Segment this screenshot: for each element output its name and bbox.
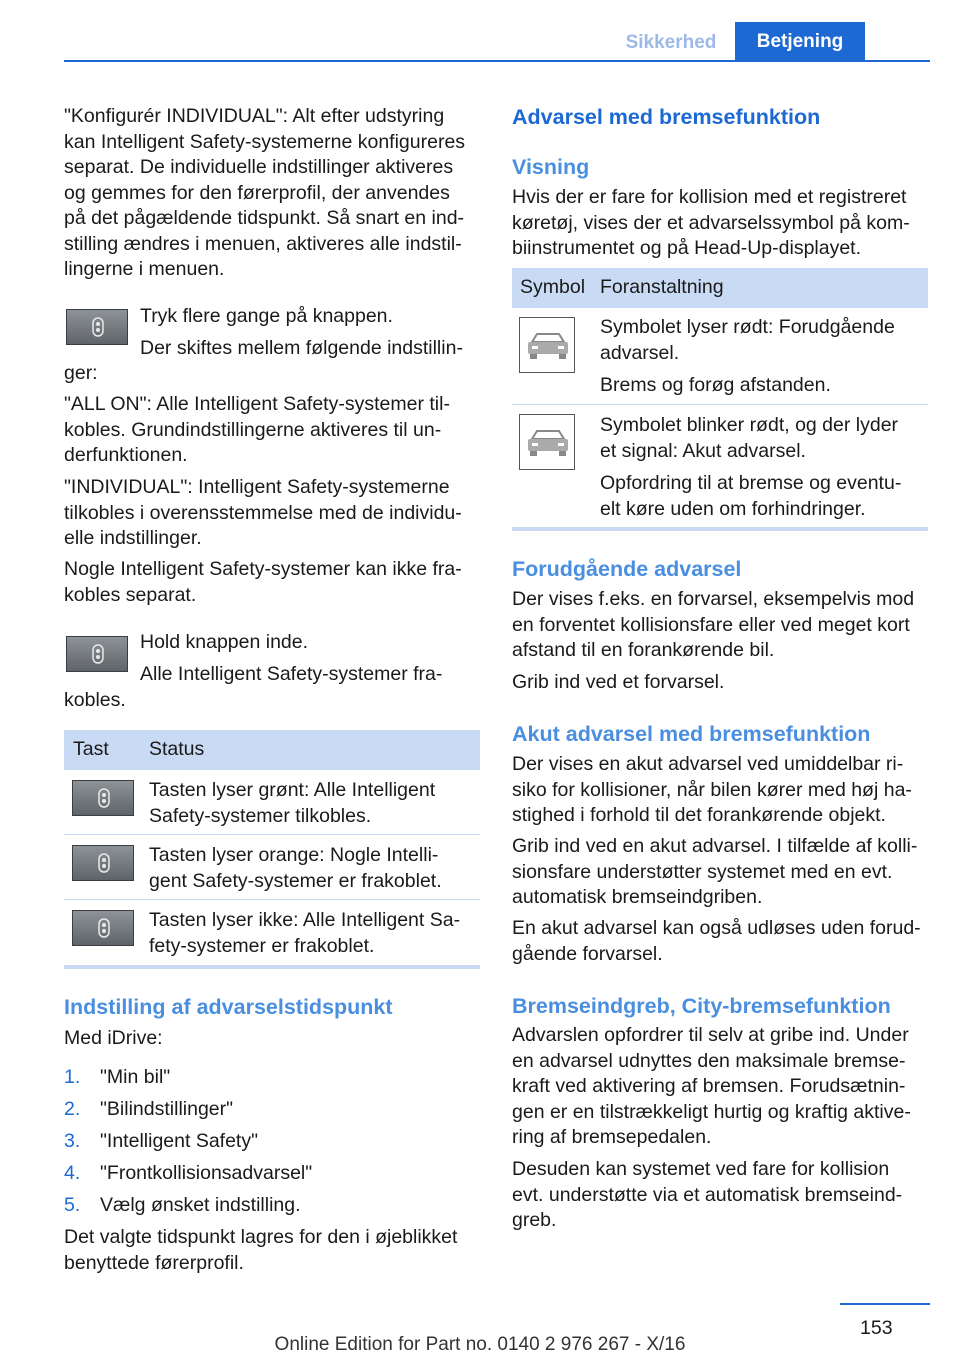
tab-betjening[interactable]: Betjening bbox=[735, 22, 865, 62]
step-text: "Frontkollisionsadvarsel" bbox=[100, 1162, 313, 1184]
text-line: "ALL ON": Alle Intelligent Safety-systemer til- bbox=[64, 393, 450, 415]
text-line: elle indstillinger. bbox=[64, 527, 202, 549]
akut-extra-paragraph bbox=[512, 916, 921, 967]
table-row bbox=[149, 778, 435, 829]
footer-rule bbox=[840, 1303, 930, 1305]
text-line: sionsfare understøtter systemet med en evt. bbox=[512, 860, 893, 883]
page-number: 153 bbox=[860, 1317, 893, 1339]
table-row bbox=[600, 413, 901, 522]
table-row bbox=[600, 315, 895, 399]
section-heading-warning-time: Indstilling af advarselstidspunkt bbox=[64, 995, 393, 1019]
text-line: "INDIVIDUAL": Intelligent Safety-systemerne bbox=[64, 476, 450, 498]
text-line: Hvis der er fare for kollision med et registreret bbox=[512, 186, 907, 208]
text-line: kobles. Grundindstillingerne aktiveres til un- bbox=[64, 418, 442, 441]
safety-button-icon bbox=[66, 309, 128, 345]
intro-line: separat. De individuelle indstillinger aktiveres bbox=[64, 156, 454, 178]
cell-line: advarsel. bbox=[600, 341, 680, 364]
text-line: stighed i forhold til det forankørende objekt. bbox=[512, 804, 886, 826]
closing-paragraph bbox=[64, 1225, 457, 1276]
text-line: gående forvarsel. bbox=[512, 942, 663, 965]
press-repeat-text: Tryk flere gange på knappen. bbox=[140, 305, 393, 327]
step-number: 4. bbox=[64, 1162, 81, 1184]
visning-paragraph bbox=[512, 185, 910, 262]
row-divider bbox=[64, 899, 480, 900]
cell-line: Brems og forøg afstanden. bbox=[600, 374, 831, 396]
safety-button-icon bbox=[66, 636, 128, 672]
cell-line: Tasten lyser orange: Nogle Intelli- bbox=[149, 844, 439, 866]
text-line: En akut advarsel kan også udløses uden forud- bbox=[512, 917, 921, 939]
step-number: 5. bbox=[64, 1194, 81, 1216]
car-warning-icon bbox=[519, 317, 575, 373]
text-line: afstand til en forankørende bil. bbox=[512, 639, 775, 661]
subheading-akut: Akut advarsel med bremsefunktion bbox=[512, 722, 871, 746]
col-header-symbol: Symbol bbox=[520, 276, 586, 298]
table-end-rule bbox=[512, 527, 928, 531]
step-number: 2. bbox=[64, 1098, 81, 1120]
table-row bbox=[149, 843, 442, 894]
switch-text: Der skiftes mellem følgende indstillin- bbox=[140, 337, 463, 359]
step-text: "Bilindstillinger" bbox=[100, 1098, 234, 1120]
cell-line: Opfordring til at bremse og eventu- bbox=[600, 472, 902, 494]
intro-line: kan Intelligent Safety-systemerne konfigureres bbox=[64, 130, 466, 153]
brems-paragraph bbox=[512, 1023, 911, 1151]
text-line: kobles separat. bbox=[64, 583, 197, 606]
text-line: evt. understøtte via et automatisk bremseind- bbox=[512, 1183, 903, 1206]
cell-line: gent Safety-systemer er frakoblet. bbox=[149, 869, 442, 892]
cell-line: Tasten lyser grønt: Alle Intelligent bbox=[149, 779, 436, 801]
intro-line: "Konfigurér INDIVIDUAL": Alt efter udstyring bbox=[64, 105, 445, 127]
step-number: 3. bbox=[64, 1130, 81, 1152]
text-line: Der vises f.eks. en forvarsel, eksempelvis mod bbox=[512, 588, 915, 610]
col-header-foranstaltning: Foranstaltning bbox=[600, 276, 724, 298]
status-table-header bbox=[64, 730, 480, 770]
cell-line: Symbolet lyser rødt: Forudgående bbox=[600, 316, 895, 338]
intro-paragraph bbox=[64, 104, 484, 283]
text-line: Det valgte tidspunkt lagres for den i øjeblikket bbox=[64, 1226, 458, 1248]
col-header-status: Status bbox=[149, 738, 205, 760]
row-divider bbox=[512, 404, 928, 405]
switch-text-cont: ger: bbox=[64, 362, 98, 384]
tab-sikkerhed[interactable]: Sikkerhed bbox=[625, 32, 717, 53]
cell-line: fety-systemer er frakoblet. bbox=[149, 934, 375, 957]
text-line: kraft ved aktivering af bremsen. Forudsætnin- bbox=[512, 1075, 906, 1097]
step-text: "Intelligent Safety" bbox=[100, 1130, 259, 1152]
text-line: Grib ind ved en akut advarsel. I tilfælde af kolli- bbox=[512, 835, 918, 857]
text-line: gen er en tilstrækkeligt hurtig og kraftig aktive- bbox=[512, 1100, 911, 1123]
footer-edition: Online Edition for Part no. 0140 2 976 267 - X/16 bbox=[274, 1334, 686, 1355]
table-end-rule bbox=[64, 965, 480, 969]
button-off-icon bbox=[72, 910, 134, 946]
text-line: derfunktionen. bbox=[64, 444, 188, 466]
cell-line: Tasten lyser ikke: Alle Intelligent Sa- bbox=[149, 909, 461, 931]
subheading-forudgaaende: Forudgående advarsel bbox=[512, 557, 742, 581]
all-on-paragraph bbox=[64, 392, 450, 469]
akut-paragraph bbox=[512, 752, 912, 829]
header-rule bbox=[64, 60, 930, 62]
table-row bbox=[149, 908, 460, 959]
intro-line: på det pågældende tidspunkt. Så snart en ind- bbox=[64, 207, 465, 229]
text-line: ring af bremsepedalen. bbox=[512, 1126, 712, 1148]
col-header-tast: Tast bbox=[73, 738, 109, 760]
section-heading-brake-warning: Advarsel med bremsefunktion bbox=[512, 105, 821, 129]
text-line: Advarslen opfordrer til selv at gribe ind. Under bbox=[512, 1024, 909, 1046]
individual-paragraph bbox=[64, 475, 462, 552]
cell-line: Symbolet blinker rødt, og der lyder bbox=[600, 414, 899, 436]
hold-text: Hold knappen inde. bbox=[140, 631, 309, 653]
brems-extra-paragraph bbox=[512, 1157, 902, 1234]
text-line: biinstrumentet og på Head-Up-displayet. bbox=[512, 237, 862, 259]
forud-grib: Grib ind ved et forvarsel. bbox=[512, 671, 725, 693]
text-line: en forventet kollisionsfare eller ved meget kort bbox=[512, 613, 910, 636]
text-line: Nogle Intelligent Safety-systemer kan ikke fra- bbox=[64, 558, 462, 580]
forud-paragraph bbox=[512, 587, 914, 664]
step-number: 1. bbox=[64, 1066, 81, 1088]
step-text: Vælg ønsket indstilling. bbox=[100, 1194, 301, 1216]
all-off-text-cont: kobles. bbox=[64, 689, 126, 711]
car-warning-icon bbox=[519, 414, 575, 470]
text-line: siko for kollisioner, når bilen kører med høj ha- bbox=[512, 778, 912, 801]
cell-line: elt køre uden om forhindringer. bbox=[600, 497, 866, 520]
text-line: en advarsel udnyttes den maksimale bremse- bbox=[512, 1049, 906, 1072]
text-line: Der vises en akut advarsel ved umiddelbar ri- bbox=[512, 753, 904, 775]
idrive-label: Med iDrive: bbox=[64, 1027, 163, 1049]
button-green-icon bbox=[72, 780, 134, 816]
symbol-table-header bbox=[512, 268, 928, 308]
text-line: tilkobles i overensstemmelse med de individu- bbox=[64, 501, 462, 524]
button-orange-icon bbox=[72, 845, 134, 881]
subheading-visning: Visning bbox=[512, 155, 590, 179]
text-line: Desuden kan systemet ved fare for kollision bbox=[512, 1158, 890, 1180]
step-text: "Min bil" bbox=[100, 1066, 171, 1088]
intro-line: lingerne i menuen. bbox=[64, 258, 225, 280]
row-divider bbox=[64, 834, 480, 835]
akut-grib-paragraph bbox=[512, 834, 917, 911]
all-off-text: Alle Intelligent Safety-systemer fra- bbox=[140, 663, 443, 685]
text-line: greb. bbox=[512, 1209, 557, 1231]
text-line: køretøj, vises der et advarselssymbol på kom- bbox=[512, 211, 910, 234]
text-line: benyttede førerprofil. bbox=[64, 1251, 244, 1274]
intro-line: og gemmes for den førerprofil, der anvendes bbox=[64, 181, 450, 204]
cell-line: Safety-systemer tilkobles. bbox=[149, 804, 372, 827]
subheading-bremseindgreb: Bremseindgreb, City-bremsefunktion bbox=[512, 994, 891, 1018]
some-systems-paragraph bbox=[64, 557, 462, 608]
intro-line: stilling ændres i menuen, aktiveres alle indstil- bbox=[64, 232, 462, 255]
text-line: automatisk bremseindgriben. bbox=[512, 886, 763, 908]
cell-line: et signal: Akut advarsel. bbox=[600, 439, 806, 462]
